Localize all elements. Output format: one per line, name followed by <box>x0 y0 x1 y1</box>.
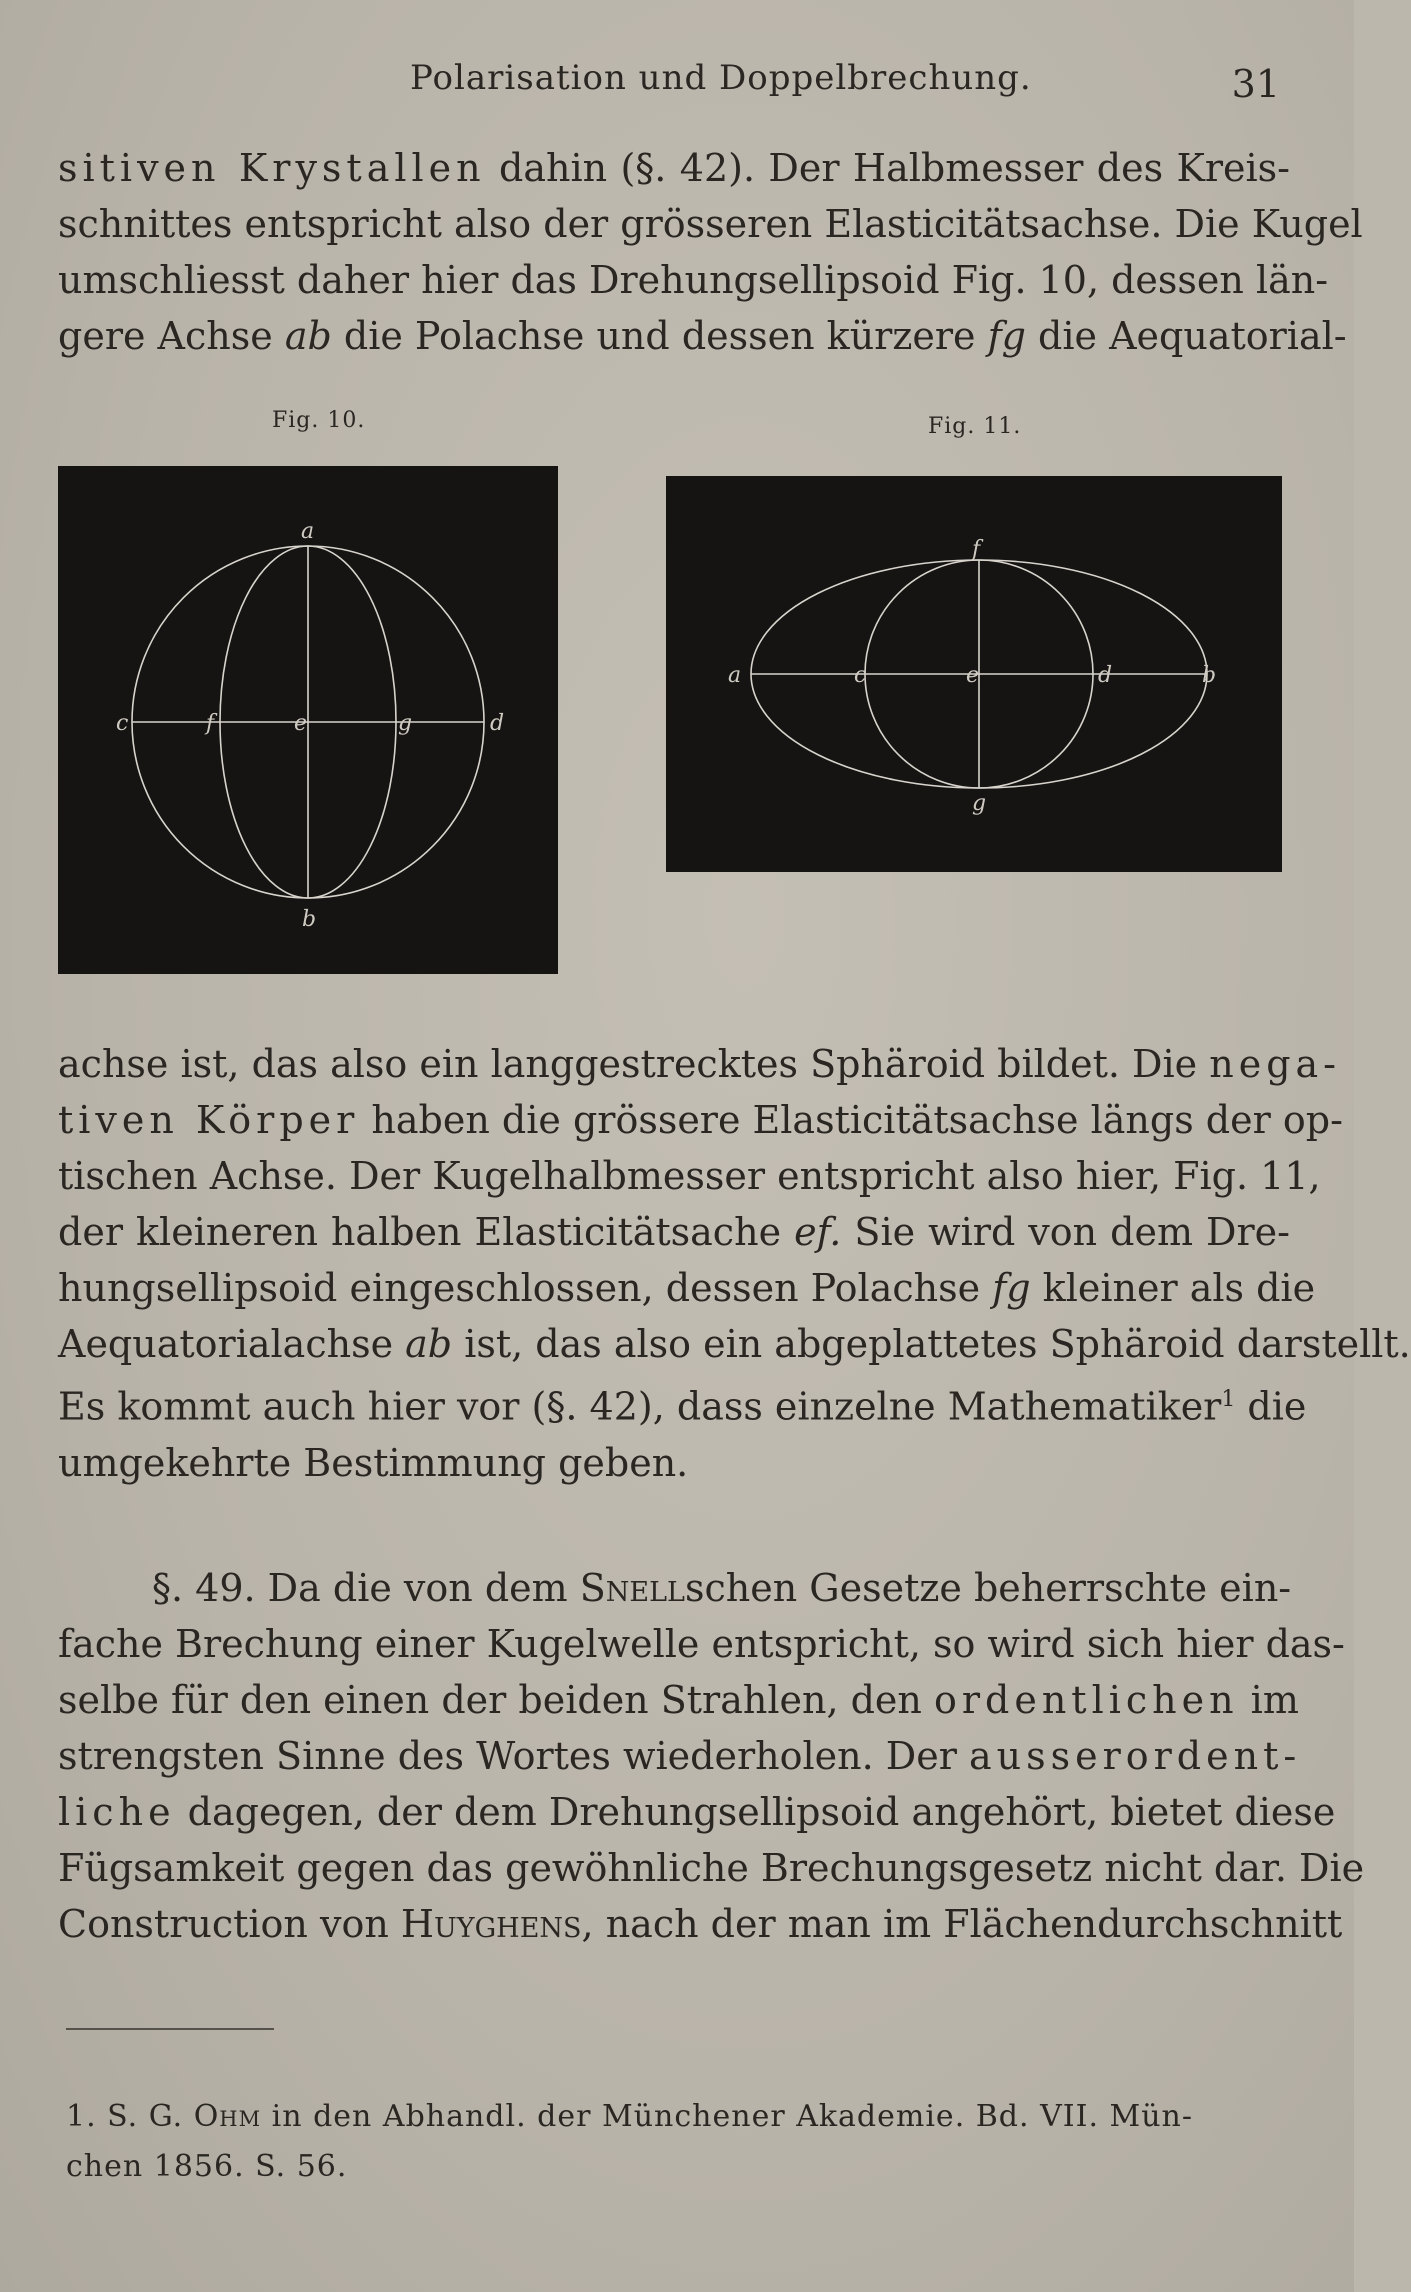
text-line: tischen Achse. Der Kugelhalbmesser entspricht also hier, Fig. 11, <box>58 1154 1321 1198</box>
smallcaps-name: Snell <box>579 1566 685 1610</box>
text-span: dagegen, der dem Drehungsellipsoid angehört, bietet diese <box>175 1790 1336 1834</box>
label-g: g <box>398 711 413 736</box>
text-line <box>58 1092 1343 1148</box>
text-line <box>66 2092 1290 2142</box>
text-line: schnittes entspricht also der grösseren Elasticitätsachse. Die Kugel <box>58 202 1363 246</box>
text-span: in den Abhandl. der Münchener Akademie. Bd. VII. Mün- <box>261 2099 1194 2134</box>
italic-symbol: ab <box>405 1322 453 1366</box>
text-span: Construction von <box>58 1902 401 1946</box>
text-line <box>58 1204 1290 1260</box>
text-span: kleiner als die <box>1030 1266 1316 1310</box>
text-line <box>58 1316 1411 1372</box>
italic-symbol: ab <box>284 314 332 358</box>
emphasis-text: tiven Körper <box>58 1098 360 1142</box>
label-a: a <box>728 663 742 688</box>
figure-11-drawing <box>666 476 1282 872</box>
text-line <box>58 1784 1336 1840</box>
text-line <box>58 1728 1302 1784</box>
text-span: strengsten Sinne des Wortes wiederholen. Der <box>58 1734 969 1778</box>
emphasis-text: sitiven Krystallen <box>58 146 486 190</box>
text-span: Es kommt auch hier vor (§. 42), dass einzelne Mathematiker <box>58 1384 1222 1429</box>
label-d: d <box>1098 663 1113 688</box>
italic-symbol: fg <box>987 314 1026 358</box>
paragraph-1 <box>58 140 1363 364</box>
label-f: f <box>972 537 981 562</box>
italic-symbol: fg <box>992 1266 1031 1310</box>
label-b: b <box>1202 663 1217 688</box>
text-line <box>58 1260 1316 1316</box>
emphasis-text: nega- <box>1209 1042 1342 1086</box>
text-span: §. 49. Da die von dem <box>152 1566 580 1610</box>
text-span: achse ist, das also ein langgestrecktes Sphäroid bildet. Die <box>58 1042 1210 1086</box>
running-head <box>60 52 1290 112</box>
text-span: im <box>1238 1678 1299 1722</box>
text-span: dahin (§. 42). Der Halbmesser des Kreis- <box>485 146 1291 190</box>
text-span: selbe für den einen der beiden Strahlen, den <box>58 1678 934 1722</box>
footnote-marker: 1 <box>1221 1387 1236 1412</box>
smallcaps-name: Ohm <box>193 2099 262 2134</box>
figure-10-drawing <box>58 466 558 974</box>
text-line: Fügsamkeit gegen das gewöhnliche Brechungsgesetz nicht dar. Die <box>58 1846 1365 1890</box>
text-line <box>58 1036 1342 1092</box>
emphasis-text: ausserordent- <box>968 1734 1302 1778</box>
text-line: chen 1856. S. 56. <box>66 2149 348 2184</box>
emphasis-text: liche <box>58 1790 176 1834</box>
text-span: gere Achse <box>58 314 285 358</box>
text-line <box>58 1560 1290 1616</box>
label-f: f <box>206 711 215 736</box>
text-line <box>58 1672 1299 1728</box>
text-line: fache Brechung einer Kugelwelle entspricht, so wird sich hier das- <box>58 1622 1345 1666</box>
fig10-caption: Fig. 10. <box>272 408 366 433</box>
running-title: Polarisation und Doppelbrechung. <box>410 58 1032 98</box>
text-span: ist, das also ein abgeplattetes Sphäroid darstellt. <box>452 1322 1411 1366</box>
label-b: b <box>302 907 317 932</box>
text-span: die <box>1235 1384 1307 1429</box>
text-line <box>58 308 1347 364</box>
label-d: d <box>490 711 505 736</box>
label-e: e <box>294 711 308 736</box>
italic-symbol: ef. <box>794 1210 842 1254</box>
text-line <box>58 1896 1343 1952</box>
text-span: schen Gesetze beherrschte ein- <box>684 1566 1292 1610</box>
emphasis-text: ordentlichen <box>933 1678 1239 1722</box>
page-number: 31 <box>1231 62 1280 106</box>
text-line: umgekehrte Bestimmung geben. <box>58 1440 689 1485</box>
text-line <box>58 1372 1307 1435</box>
text-span: die Polachse und dessen kürzere <box>331 314 988 358</box>
label-c: c <box>854 663 867 688</box>
text-span: der kleineren halben Elasticitätsache <box>58 1210 795 1254</box>
label-e: e <box>966 663 980 688</box>
text-span: 1. S. G. <box>66 2099 194 2134</box>
text-span: Aequatorialachse <box>58 1322 406 1366</box>
paragraph-2 <box>58 1036 1411 1491</box>
text-span: Sie wird von dem Dre- <box>841 1210 1290 1254</box>
figure-11 <box>666 476 1282 872</box>
figure-10 <box>58 466 558 974</box>
label-a: a <box>301 519 315 544</box>
text-span: haben die grössere Elasticitätsachse längs der op- <box>359 1098 1343 1142</box>
label-c: c <box>116 711 129 736</box>
text-span: die Aequatorial- <box>1025 314 1347 358</box>
smallcaps-name: Huyghens <box>400 1902 582 1946</box>
label-g: g <box>972 791 987 816</box>
footnote-rule <box>66 2028 274 2030</box>
footnote <box>66 2092 1290 2192</box>
text-line: umschliesst daher hier das Drehungsellipsoid Fig. 10, dessen län- <box>58 258 1329 302</box>
text-line <box>58 140 1290 196</box>
paragraph-3 <box>58 1560 1365 1952</box>
fig11-caption: Fig. 11. <box>928 414 1022 439</box>
text-span: , nach der man im Flächendurchschnitt <box>581 1902 1343 1946</box>
text-span: hungsellipsoid eingeschlossen, dessen Polachse <box>58 1266 993 1310</box>
